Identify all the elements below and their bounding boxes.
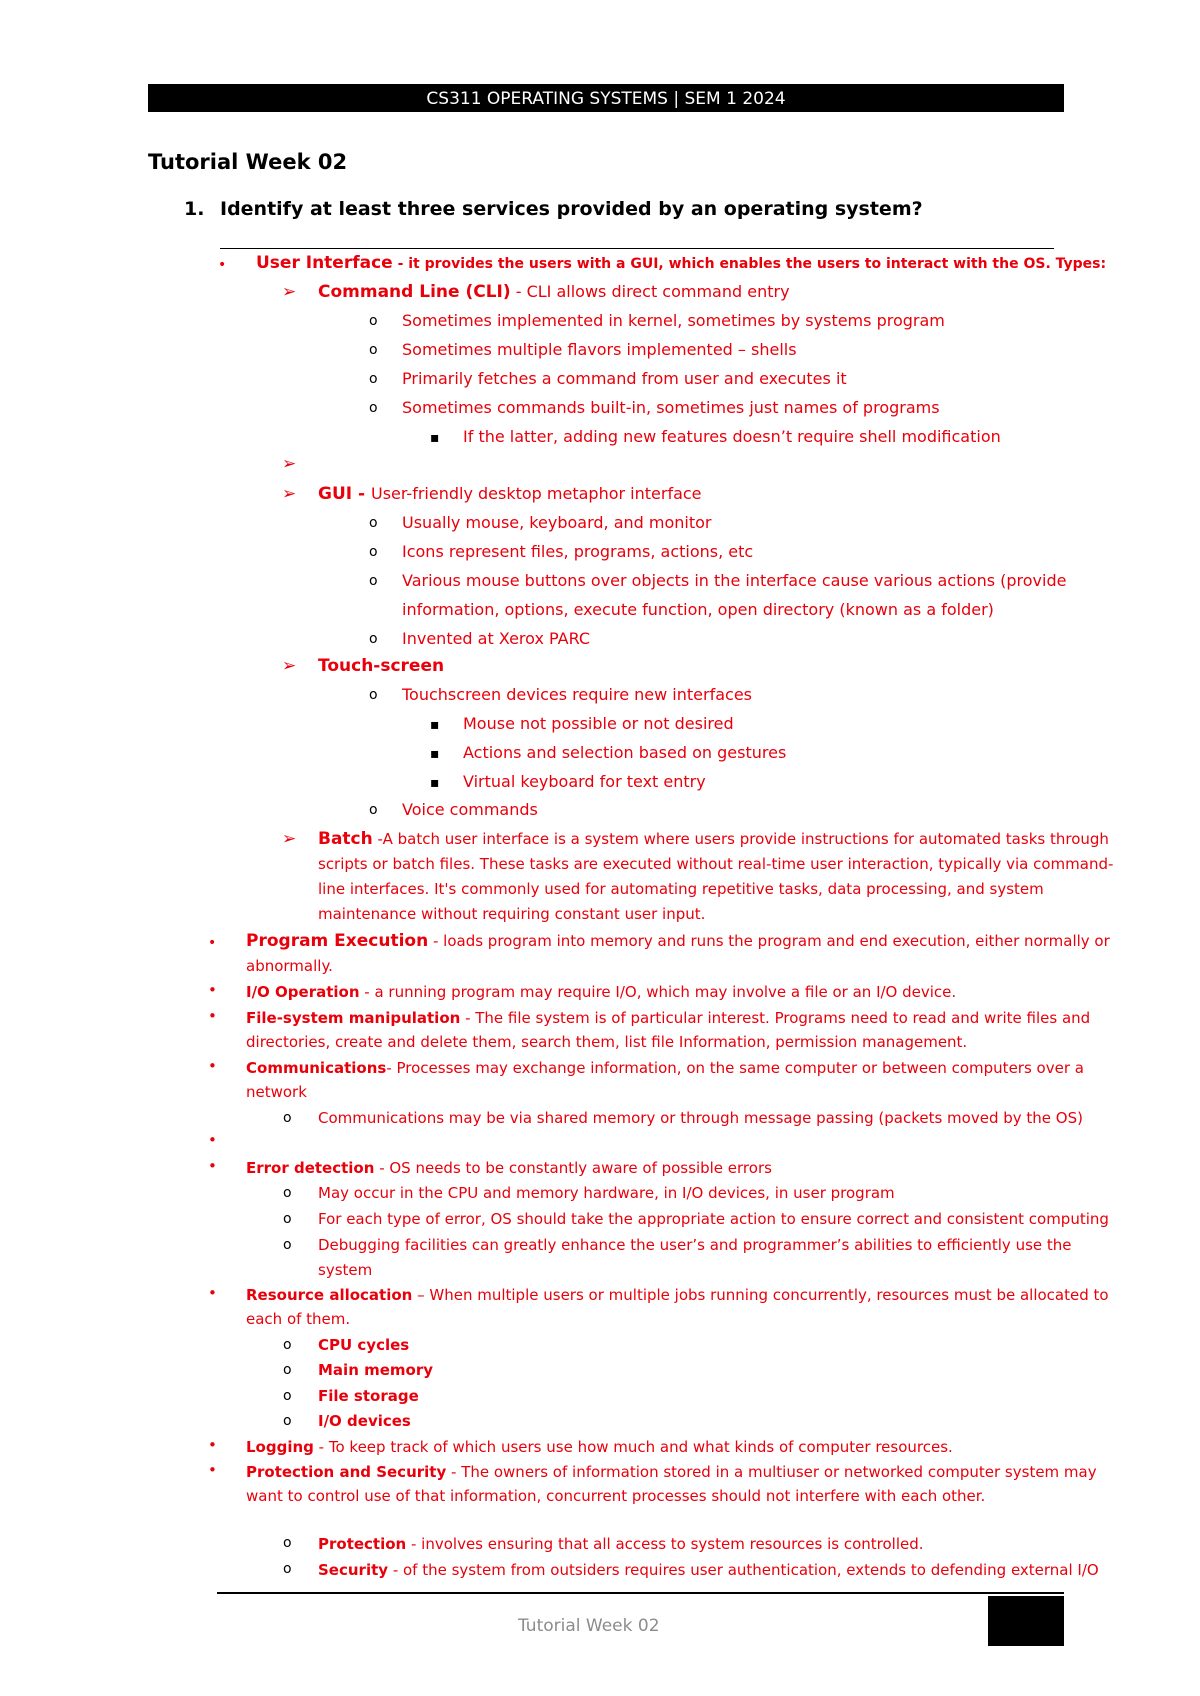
resource-allocation-item xyxy=(246,1285,1109,1304)
circle-bullet: o xyxy=(369,342,378,358)
cli-sub-item: If the latter, adding new features doesn’t require shell modification xyxy=(463,427,1001,446)
file-system-label: File-system manipulation xyxy=(246,1009,461,1027)
file-system-desc: - The file system is of particular interest. Programs need to read and write files and xyxy=(460,1009,1091,1027)
gui-item xyxy=(318,484,702,504)
resource-allocation-desc: – When multiple users or multiple jobs running concurrently, resources must be allocated to xyxy=(412,1286,1109,1304)
protection-desc: - involves ensuring that all access to system resources is controlled. xyxy=(406,1535,924,1553)
square-bullet: ▪ xyxy=(430,430,440,446)
bullet-dot: • xyxy=(208,1157,217,1175)
circle-bullet: o xyxy=(283,1362,292,1378)
gui-item-3-cont: information, options, execute function, open directory (known as a folder) xyxy=(402,600,994,619)
square-bullet: ▪ xyxy=(430,746,440,762)
program-execution-item xyxy=(246,931,1110,951)
logging-desc: - To keep track of which users use how much and what kinds of computer resources. xyxy=(313,1438,953,1456)
question-text: Identify at least three services provided by an operating system? xyxy=(220,198,923,220)
resource-cpu-cycles: CPU cycles xyxy=(318,1336,410,1354)
arrow-bullet-icon: ➢ xyxy=(282,829,297,849)
batch-desc-3: line interfaces. It's commonly used for automating repetitive tasks, data processing, and system xyxy=(318,880,1044,898)
cli-item xyxy=(318,282,790,302)
circle-bullet: o xyxy=(283,1211,292,1227)
cli-item-4: Sometimes commands built-in, sometimes just names of programs xyxy=(402,398,940,417)
circle-bullet: o xyxy=(283,1535,292,1551)
arrow-bullet-icon: ➢ xyxy=(282,656,297,676)
gui-item-2: Icons represent files, programs, actions, etc xyxy=(402,542,754,561)
cli-desc: - CLI allows direct command entry xyxy=(510,282,790,301)
circle-bullet: o xyxy=(369,400,378,416)
protection-security-desc: - The owners of information stored in a multiuser or networked computer system may xyxy=(446,1463,1097,1481)
cli-item-2: Sometimes multiple flavors implemented – shells xyxy=(402,340,797,359)
circle-bullet: o xyxy=(369,573,378,589)
circle-bullet: o xyxy=(369,515,378,531)
touch-sub-2: Actions and selection based on gestures xyxy=(463,743,787,762)
resource-main-memory: Main memory xyxy=(318,1361,434,1379)
circle-bullet: o xyxy=(369,687,378,703)
footer-rule xyxy=(217,1592,1064,1594)
error-item-1: May occur in the CPU and memory hardware, in I/O devices, in user program xyxy=(318,1184,895,1202)
program-execution-label: Program Execution xyxy=(246,931,429,951)
bullet-dot: • xyxy=(208,1436,217,1454)
security-desc: - of the system from outsiders requires user authentication, extends to defending external I/O xyxy=(388,1561,1099,1579)
page-number-box xyxy=(988,1596,1064,1646)
bullet-dot: • xyxy=(218,257,227,273)
square-bullet: ▪ xyxy=(430,775,440,791)
circle-bullet: o xyxy=(369,802,378,818)
question-number: 1. xyxy=(184,198,205,220)
resource-allocation-cont: each of them. xyxy=(246,1310,351,1328)
circle-bullet: o xyxy=(369,313,378,329)
cli-item-3: Primarily fetches a command from user and executes it xyxy=(402,369,847,388)
io-operation-label: I/O Operation xyxy=(246,983,360,1001)
batch-desc-4: maintenance without requiring constant user input. xyxy=(318,905,706,923)
security-label: Security xyxy=(318,1561,389,1579)
bullet-dot: • xyxy=(208,1007,217,1025)
protection-label: Protection xyxy=(318,1535,407,1553)
batch-label: Batch xyxy=(318,829,373,849)
footer-text: Tutorial Week 02 xyxy=(518,1616,660,1636)
ui-desc: - it provides the users with a GUI, which enables the users to interact with the OS. Types: xyxy=(392,256,1107,272)
resource-allocation-label: Resource allocation xyxy=(246,1286,413,1304)
circle-bullet: o xyxy=(369,544,378,560)
circle-bullet: o xyxy=(283,1561,292,1577)
cli-label: Command Line (CLI) xyxy=(318,282,511,302)
voice-item: Voice commands xyxy=(402,800,538,819)
resource-file-storage: File storage xyxy=(318,1387,419,1405)
ui-item xyxy=(256,253,1106,273)
document-header-bar xyxy=(148,84,1064,112)
program-execution-desc: - loads program into memory and runs the program and end execution, either normally or xyxy=(428,932,1110,950)
touch-sub-1: Mouse not possible or not desired xyxy=(463,714,734,733)
batch-desc-1: -A batch user interface is a system where users provide instructions for automated tasks through xyxy=(372,830,1109,848)
batch-desc-2: scripts or batch files. These tasks are executed without real-time user interaction, typically via command- xyxy=(318,855,1114,873)
logging-item xyxy=(246,1437,953,1456)
circle-bullet: o xyxy=(283,1337,292,1353)
program-execution-cont: abnormally. xyxy=(246,957,333,975)
error-item-3: Debugging facilities can greatly enhance the user’s and programmer’s abilities to efficiently use the xyxy=(318,1236,1072,1254)
gui-item-4: Invented at Xerox PARC xyxy=(402,629,591,648)
error-detection-desc: - OS needs to be constantly aware of possible errors xyxy=(374,1159,772,1177)
gui-item-3: Various mouse buttons over objects in the interface cause various actions (provide xyxy=(402,571,1067,590)
protection-security-cont: want to control use of that information, concurrent processes should not interfere with each other. xyxy=(246,1487,986,1505)
ui-label: User Interface xyxy=(256,253,393,273)
communications-cont: network xyxy=(246,1083,307,1101)
gui-item-1: Usually mouse, keyboard, and monitor xyxy=(402,513,712,532)
header-text: CS311 OPERATING SYSTEMS | SEM 1 2024 xyxy=(426,89,786,109)
circle-bullet: o xyxy=(283,1237,292,1253)
gui-label: GUI - xyxy=(318,484,371,504)
circle-bullet: o xyxy=(283,1185,292,1201)
error-item-2: For each type of error, OS should take the appropriate action to ensure correct and consistent computing xyxy=(318,1210,1109,1228)
bullet-dot: • xyxy=(208,1057,217,1075)
io-operation-desc: - a running program may require I/O, which may involve a file or an I/O device. xyxy=(359,983,957,1001)
bullet-dot: • xyxy=(208,1461,217,1479)
circle-bullet: o xyxy=(283,1413,292,1429)
batch-item xyxy=(318,829,1109,849)
circle-bullet: o xyxy=(283,1388,292,1404)
answer-rule xyxy=(220,248,1054,249)
communications-sub: Communications may be via shared memory or through message passing (packets moved by the OS) xyxy=(318,1109,1083,1127)
logging-label: Logging xyxy=(246,1438,314,1456)
protection-security-label: Protection and Security xyxy=(246,1463,447,1481)
communications-desc: - Processes may exchange information, on the same computer or between computers over a xyxy=(386,1059,1084,1077)
arrow-bullet-icon: ➢ xyxy=(282,282,297,302)
arrow-bullet-icon: ➢ xyxy=(282,454,297,474)
touch-sub-3: Virtual keyboard for text entry xyxy=(463,772,706,791)
file-system-item xyxy=(246,1008,1090,1027)
bullet-dot: • xyxy=(208,1131,217,1149)
bullet-dot: • xyxy=(208,981,217,999)
touch-item: Touchscreen devices require new interfaces xyxy=(402,685,752,704)
protection-security-item xyxy=(246,1462,1097,1481)
file-system-cont: directories, create and delete them, search them, list file Information, permission management. xyxy=(246,1033,968,1051)
communications-item xyxy=(246,1058,1084,1077)
bullet-dot: • xyxy=(208,1284,217,1302)
circle-bullet: o xyxy=(369,631,378,647)
security-sub-item xyxy=(318,1560,1099,1579)
io-operation-item xyxy=(246,982,956,1001)
circle-bullet: o xyxy=(283,1110,292,1126)
error-item-3-cont: system xyxy=(318,1261,373,1279)
circle-bullet: o xyxy=(369,371,378,387)
square-bullet: ▪ xyxy=(430,717,440,733)
touch-label: Touch-screen xyxy=(318,656,445,676)
arrow-bullet-icon: ➢ xyxy=(282,484,297,504)
bullet-dot: • xyxy=(208,935,217,951)
page-title: Tutorial Week 02 xyxy=(148,150,348,174)
gui-desc: User-friendly desktop metaphor interface xyxy=(370,484,702,503)
error-detection-label: Error detection xyxy=(246,1159,375,1177)
cli-item-1: Sometimes implemented in kernel, sometimes by systems program xyxy=(402,311,945,330)
resource-io-devices: I/O devices xyxy=(318,1412,411,1430)
communications-label: Communications xyxy=(246,1059,387,1077)
error-detection-item xyxy=(246,1158,772,1177)
protection-sub-item xyxy=(318,1534,924,1553)
